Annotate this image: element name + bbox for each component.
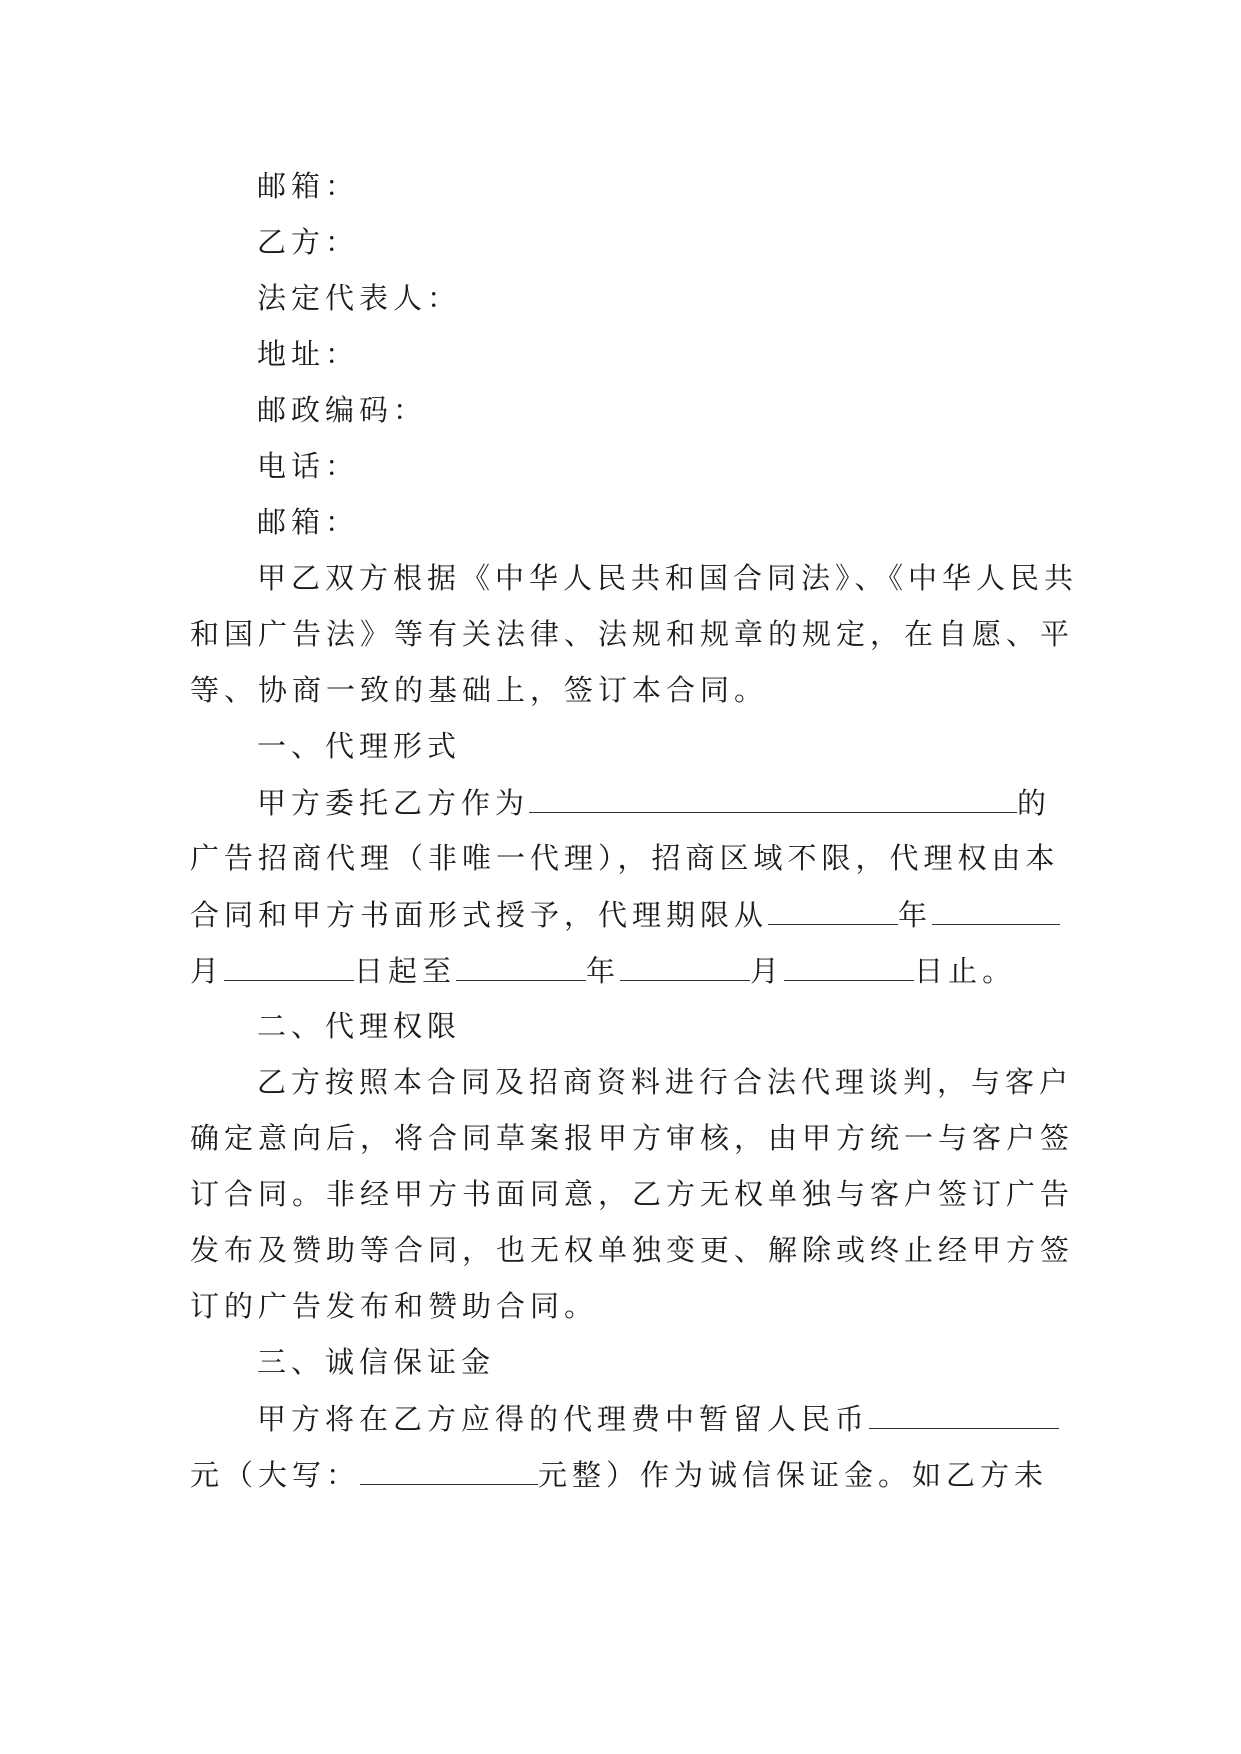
preamble-line-2: 和国广告法》等有关法律、法规和规章的规定，在自愿、平	[190, 617, 1075, 651]
end-day-blank	[784, 950, 914, 981]
section-3-line-1	[257, 1398, 1059, 1439]
start-year-label: 年	[898, 898, 933, 932]
section-3-heading: 三、诚信保证金	[257, 1345, 496, 1379]
preamble-line-1: 甲乙双方根据《中华人民共和国合同法》、《中华人民共	[257, 561, 1079, 595]
agency-name-blank	[529, 782, 1017, 813]
party-b-postcode-label: 邮政编码：	[257, 393, 428, 427]
section-2-line-1: 乙方按照本合同及招商资料进行合法代理谈判，与客户	[257, 1065, 1074, 1099]
party-b-phone-label: 电话：	[257, 449, 360, 483]
section-1-line-3-text: 合同和甲方书面形式授予，代理期限从	[190, 898, 769, 932]
section-1-line-4	[190, 950, 1016, 991]
start-month-blank	[932, 894, 1060, 925]
section-1-heading: 一、代理形式	[257, 729, 462, 763]
start-day-label: 日起至	[354, 954, 457, 988]
section-1-line-2: 广告招商代理（非唯一代理），招商区域不限，代理权由本	[190, 841, 1060, 875]
start-day-blank	[224, 950, 354, 981]
section-3-line-2	[190, 1454, 1048, 1495]
section-3-line-2-rest: 元整）作为诚信保证金。如乙方未	[538, 1458, 1049, 1492]
party-b-legal-rep-label: 法定代表人：	[257, 281, 462, 315]
section-1-line-3	[190, 894, 1060, 935]
section-2-line-3: 订合同。非经甲方书面同意，乙方无权单独与客户签订广告	[190, 1177, 1075, 1211]
end-month-label: 月	[750, 954, 785, 988]
section-3-line-2-text: 元（大写：	[190, 1458, 361, 1492]
section-2-line-4: 发布及赞助等合同，也无权单独变更、解除或终止经甲方签	[190, 1233, 1075, 1267]
party-b-email-label: 邮箱：	[257, 505, 360, 539]
end-day-label: 日止。	[914, 954, 1017, 988]
end-year-blank	[456, 950, 586, 981]
section-2-heading: 二、代理权限	[257, 1009, 462, 1043]
section-1-line-1-text: 甲方委托乙方作为	[257, 786, 530, 820]
section-2-line-5: 订的广告发布和赞助合同。	[190, 1289, 599, 1323]
preamble-line-3: 等、协商一致的基础上，签订本合同。	[190, 673, 769, 707]
start-month-label: 月	[190, 954, 225, 988]
section-2-line-2: 确定意向后，将合同草案报甲方审核，由甲方统一与客户签	[190, 1121, 1075, 1155]
end-month-blank	[620, 950, 750, 981]
party-b-address-label: 地址：	[257, 337, 360, 371]
section-1-line-1	[257, 782, 1051, 823]
deposit-amount-blank	[869, 1398, 1059, 1429]
deposit-amount-words-blank	[360, 1454, 538, 1485]
section-3-line-1-text: 甲方将在乙方应得的代理费中暂留人民币	[257, 1402, 870, 1436]
start-year-blank	[768, 894, 898, 925]
section-1-line-1-suffix: 的	[1017, 786, 1052, 820]
end-year-label: 年	[586, 954, 621, 988]
party-a-email-label: 邮箱：	[257, 169, 360, 203]
party-b-label: 乙方：	[257, 225, 360, 259]
